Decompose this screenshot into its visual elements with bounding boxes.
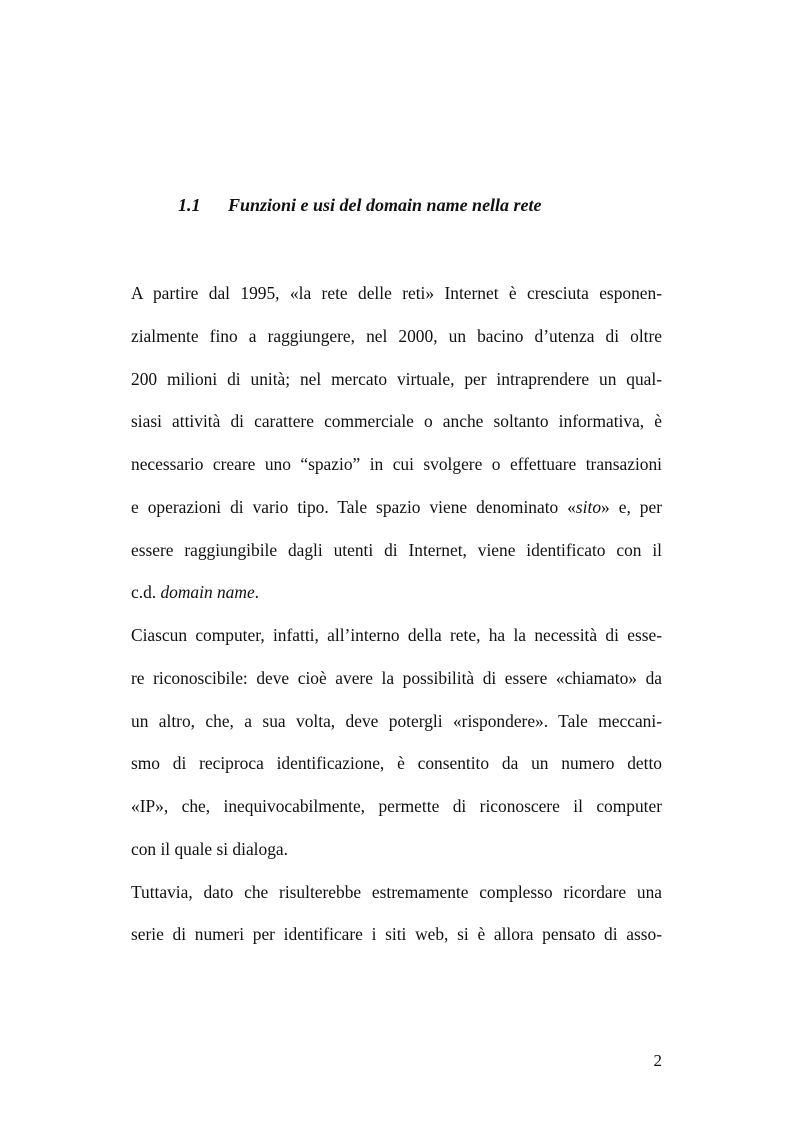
body-line: c.d. domain name. [131,582,260,602]
body-line: Tuttavia, dato che risulterebbe estremamente complesso ricordare una [131,882,662,902]
body-line: e operazioni di vario tipo. Tale spazio viene denominato «sito» e, per [131,497,662,517]
body-line: con il quale si dialoga. [131,839,288,859]
body-line: Ciascun computer, infatti, all’interno della rete, ha la necessità di esse- [131,625,662,645]
section-number: 1.1 [178,195,201,215]
body-line: siasi attività di carattere commerciale o anche soltanto informativa, è [131,411,662,431]
body-line: A partire dal 1995, «la rete delle reti» Internet è cresciuta esponen- [131,283,662,303]
body-line: «IP», che, inequivocabilmente, permette di riconoscere il computer [131,796,662,816]
body-line: serie di numeri per identificare i siti web, si è allora pensato di asso- [131,924,662,944]
body-line: 200 milioni di unità; nel mercato virtuale, per intraprendere un qual- [131,369,662,389]
body-line: un altro, che, a sua volta, deve potergli «rispondere». Tale meccani- [131,711,662,731]
body-line: smo di reciproca identificazione, è consentito da un numero detto [131,753,662,773]
body-line: zialmente fino a raggiungere, nel 2000, un bacino d’utenza di oltre [131,326,662,346]
page-number: 2 [653,1051,662,1070]
section-heading [178,195,542,216]
section-title: Funzioni e usi del domain name nella rete [228,195,542,215]
body-line: essere raggiungibile dagli utenti di Internet, viene identificato con il [131,540,662,560]
body-line: necessario creare uno “spazio” in cui svolgere o effettuare transazioni [131,454,662,474]
body-line: re riconoscibile: deve cioè avere la possibilità di essere «chiamato» da [131,668,662,688]
